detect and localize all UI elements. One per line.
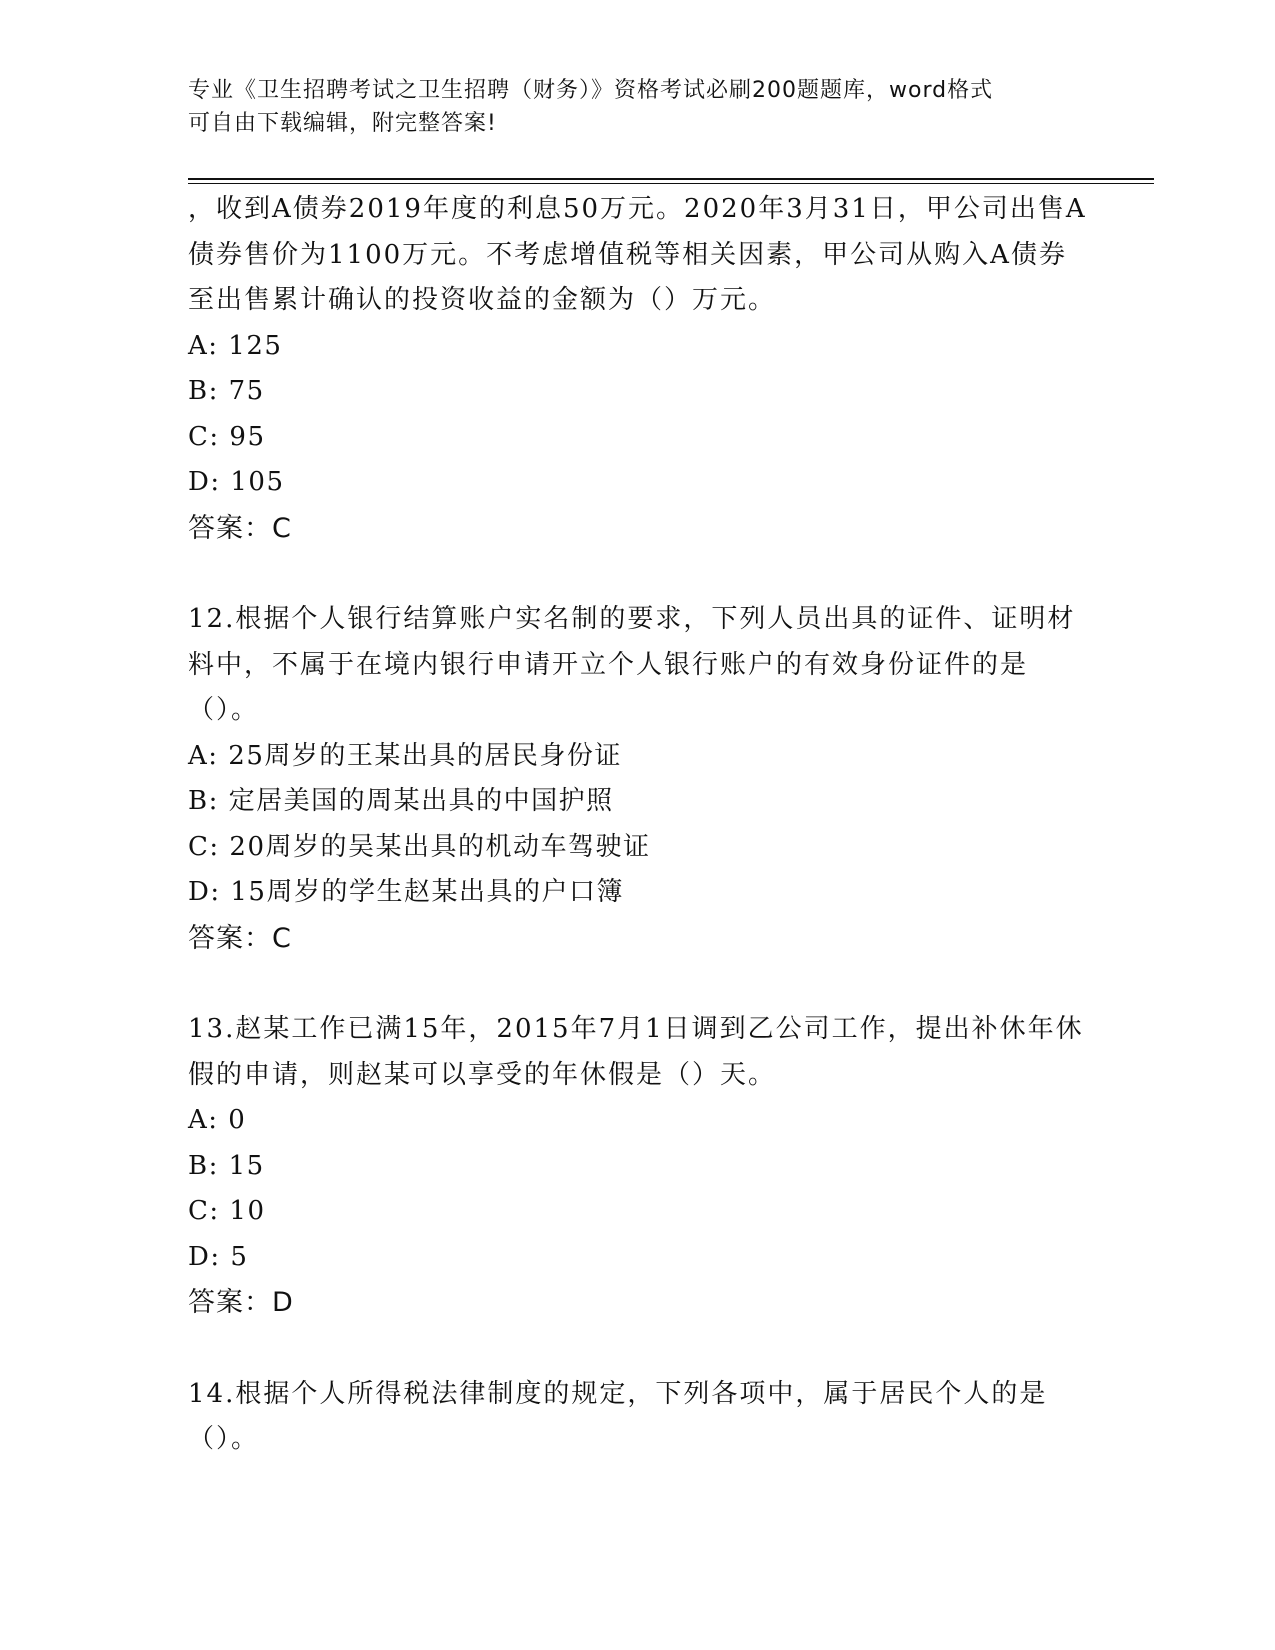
header-line-2: 可自由下载编辑，附完整答案! — [188, 111, 497, 136]
header-rule-thin — [188, 183, 1154, 184]
document-body — [188, 187, 1088, 1463]
spacer — [188, 551, 1088, 597]
spacer — [188, 961, 1088, 1007]
question-11-option-c: C: 95 — [188, 421, 266, 452]
header-line-1: 专业《卫生招聘考试之卫生招聘（财务）》资格考试必刷200题题库，word格式 — [188, 78, 994, 103]
question-13-text: 13.赵某工作已满15年，2015年7月1日调到乙公司工作，提出补休年休假的申请，则赵某可以享受的年休假是（）天。 — [188, 1014, 1084, 1090]
question-13-option-d: D: 5 — [188, 1241, 249, 1272]
question-14 — [188, 1372, 1088, 1463]
document-header — [188, 74, 1088, 140]
question-11-option-d: D: 105 — [188, 467, 285, 497]
question-12-option-a: A: 25周岁的王某出具的居民身份证 — [188, 740, 622, 771]
question-11-answer: 答案：C — [188, 512, 292, 544]
question-12-option-d: D: 15周岁的学生赵某出具的户口簿 — [188, 877, 624, 907]
question-12-answer: 答案：C — [188, 922, 292, 954]
question-13-option-b: B: 15 — [188, 1150, 265, 1181]
question-13-option-c: C: 10 — [188, 1196, 266, 1226]
question-12 — [188, 597, 1088, 961]
header-rule-thick — [188, 178, 1154, 180]
question-14-text: 14.根据个人所得税法律制度的规定，下列各项中，属于居民个人的是（）。 — [188, 1378, 1048, 1454]
question-13-option-a: A: 0 — [188, 1105, 247, 1135]
question-11-text: ，收到A债券2019年度的利息50万元。2020年3月31日，甲公司出售A债券售价为1100万元。不考虑增值税等相关因素，甲公司从购入A债券至出售累计确认的投资收益的金额为（）万元。 — [188, 194, 1087, 315]
question-11-option-b: B: 75 — [188, 376, 265, 406]
question-13-answer: 答案：D — [188, 1287, 294, 1318]
question-11-option-a: A: 125 — [188, 330, 283, 361]
spacer — [188, 1326, 1088, 1372]
question-13 — [188, 1007, 1088, 1326]
question-12-option-b: B: 定居美国的周某出具的中国护照 — [188, 786, 614, 816]
question-11 — [188, 187, 1088, 551]
question-12-option-c: C: 20周岁的吴某出具的机动车驾驶证 — [188, 831, 651, 862]
question-12-text: 12.根据个人银行结算账户实名制的要求，下列人员出具的证件、证明材料中，不属于在境内银行申请开立个人银行账户的有效身份证件的是（）。 — [188, 604, 1076, 725]
